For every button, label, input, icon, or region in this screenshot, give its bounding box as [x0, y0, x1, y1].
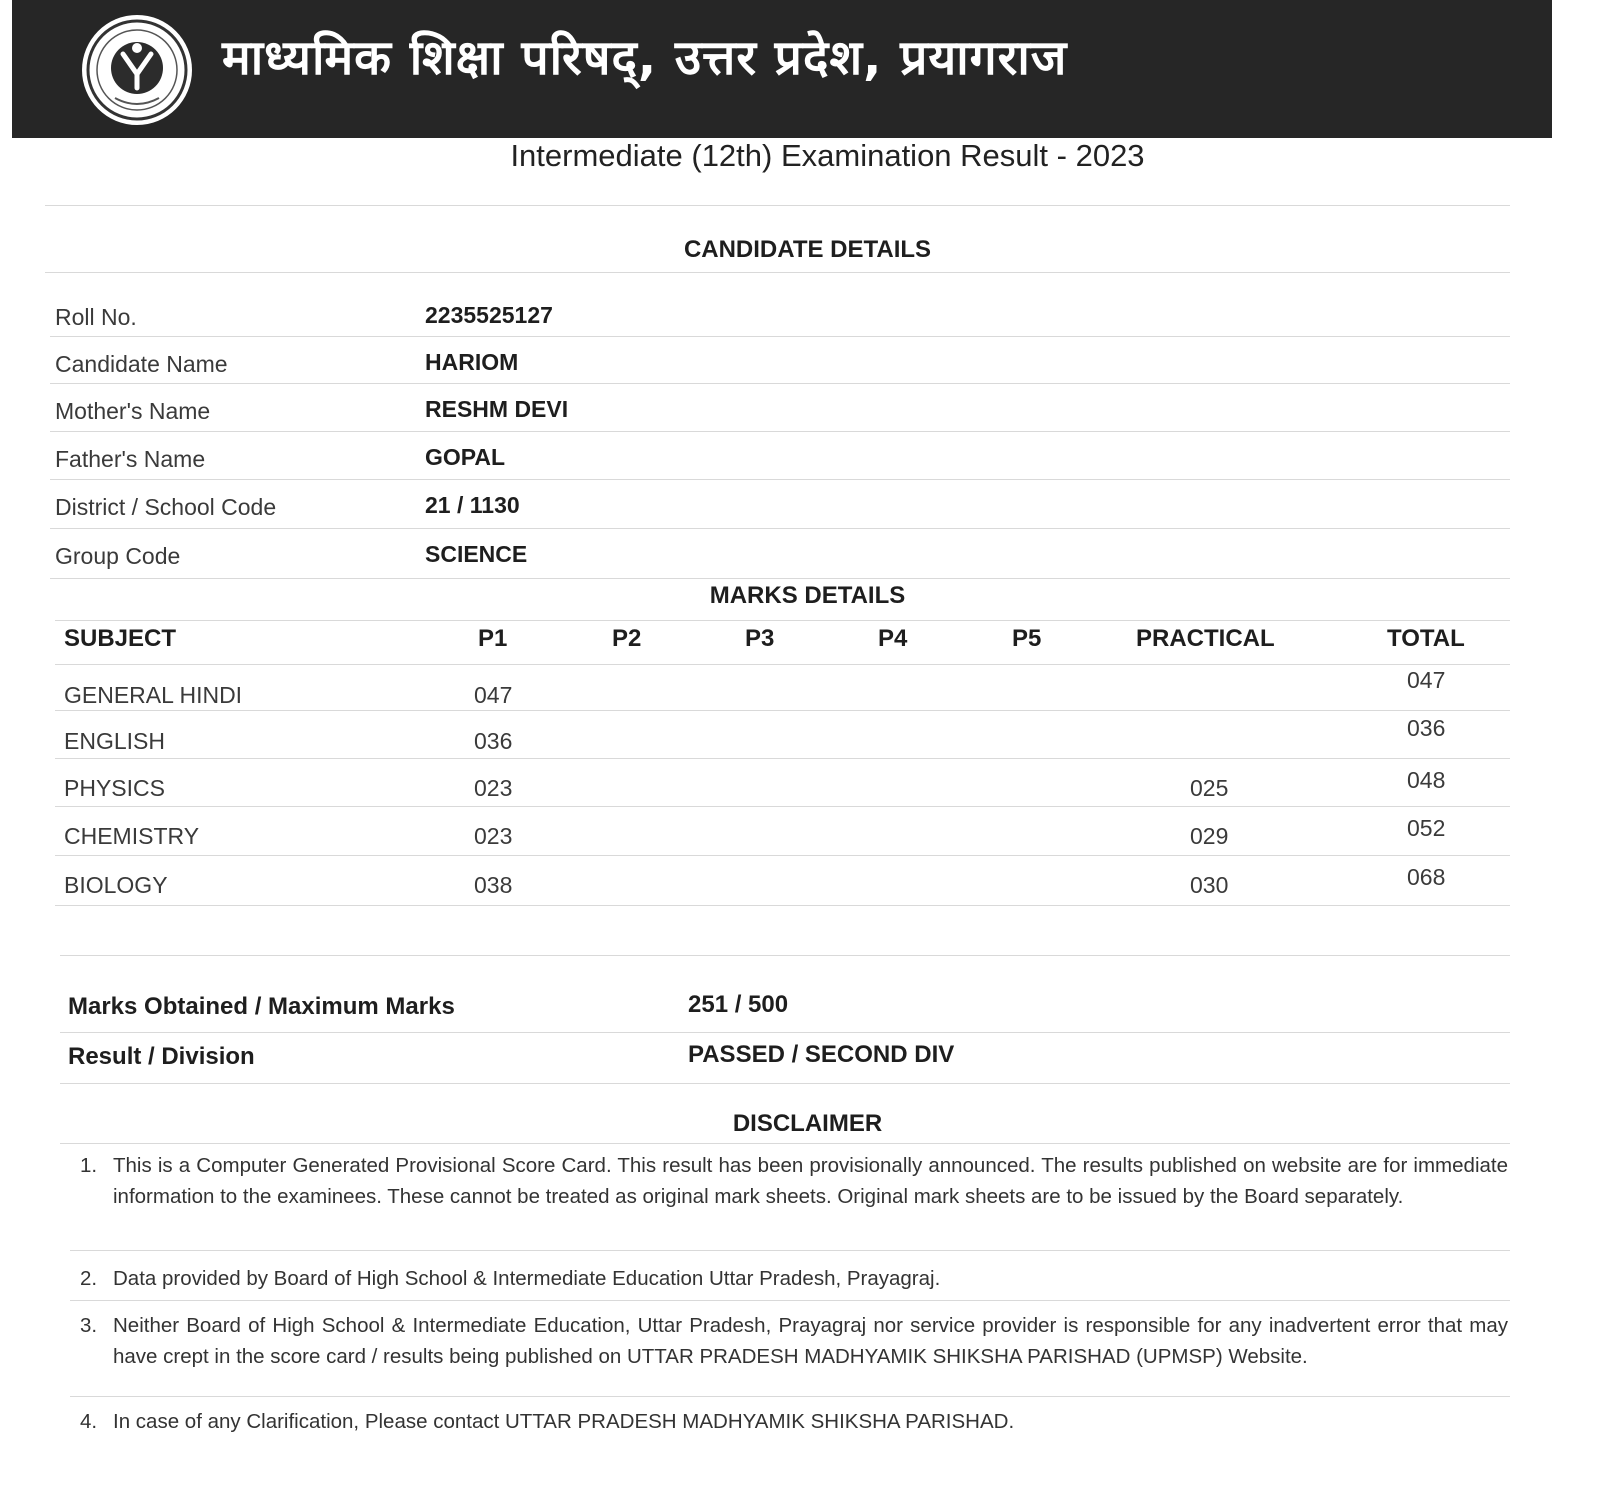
district-school-code-value: 21 / 1130 [425, 492, 520, 518]
practical-cell: 030 [1190, 872, 1229, 898]
divider [55, 806, 1510, 807]
roll-number-value: 2235525127 [425, 302, 553, 328]
practical-cell: 025 [1190, 775, 1229, 801]
p1-cell: 023 [474, 775, 513, 801]
divider [55, 905, 1510, 906]
exam-title: Intermediate (12th) Examination Result - 2023 [510, 138, 1145, 173]
col-total: TOTAL [1387, 625, 1465, 652]
marks-obtained-value: 251 / 500 [688, 991, 789, 1018]
total-cell: 047 [1407, 667, 1446, 693]
group-code-row [55, 535, 1535, 581]
divider [70, 1250, 1510, 1251]
table-row [62, 862, 1502, 910]
table-row [62, 813, 1502, 861]
col-p1: P1 [478, 625, 508, 652]
roll-number-label: Roll No. [55, 304, 137, 330]
p1-cell: 023 [474, 823, 513, 849]
divider [45, 272, 1510, 273]
subject-cell: PHYSICS [64, 775, 165, 801]
divider [55, 710, 1510, 711]
marks-obtained-row [68, 985, 1508, 1031]
disclaimer-heading: DISCLAIMER [732, 1110, 883, 1137]
p1-cell: 038 [474, 872, 513, 898]
district-school-code-label: District / School Code [55, 494, 277, 520]
father-name-label: Father's Name [55, 446, 206, 472]
divider [70, 1396, 1510, 1397]
marks-obtained-label: Marks Obtained / Maximum Marks [68, 993, 455, 1020]
total-cell: 052 [1407, 815, 1446, 841]
col-subject: SUBJECT [64, 625, 177, 652]
col-p4: P4 [878, 625, 908, 652]
p1-cell: 047 [474, 682, 513, 708]
practical-cell: 029 [1190, 823, 1229, 849]
col-practical: PRACTICAL [1136, 625, 1275, 652]
candidate-name-label: Candidate Name [55, 351, 228, 377]
result-page: माध्यमिक शिक्षा परिषद्, उत्तर प्रदेश, प्रयागराज Intermediate (12th) Examination Result - 2023 CANDIDATE DETAILS Roll No. 2235525127 Candidate Name HARIOM Mother's Name RESHM DEVI Father's Name GOPAL District / School Code 21 / 1130 Group Code SCIENCE MARKS DETAILS SUBJECT P1 P2 P3 P4 P5 PRACTICAL TOTAL GENERAL HINDI 047 047 ENGLISH 036 036 PHYSICS 023 025 048 CHEMISTRY 023 029 052 BIOLOGY 038 030 068 Marks Obtained / Maximum Marks 251 / 500 Result / Division PASSED / SECOND DIV DISCLAIMER 1. This is a Computer Generated Provisional Score Card. This result has been provisionally announced. The results published on website are for immediate information to the examinees. These cannot be treated as original mark sheets. Original mark sheets are to be issued by the Board separately. 2. Data provided by Board of High School & Intermediate Education Uttar Pradesh, Prayagraj. 3. Neither Board of High School & Intermediate Education, Uttar Pradesh, Prayagraj nor service provider is responsible for any inadvertent error that may have crept in the score card / results being published on UTTAR PRADESH MADHYAMIK SHIKSHA PARISHAD (UPMSP) Website. 4. In case of any Clarification, Please contact UTTAR PRADESH MADHYAMIK SHIKSHA PARISHAD. [0, 0, 1615, 1488]
mother-name-value: RESHM DEVI [425, 396, 569, 422]
father-name-row [55, 438, 1535, 484]
marks-table-header [62, 615, 1502, 661]
candidate-details-heading: CANDIDATE DETAILS [683, 236, 932, 263]
p1-cell: 036 [474, 728, 513, 754]
candidate-name-value: HARIOM [425, 349, 519, 375]
district-school-code-row [55, 486, 1535, 532]
divider [50, 383, 1510, 384]
board-title: माध्यमिक शिक्षा परिषद्, उत्तर प्रदेश, प्रयागराज [222, 30, 1068, 86]
header-band [12, 0, 1552, 138]
subject-cell: CHEMISTRY [64, 823, 200, 849]
divider [60, 1032, 1510, 1033]
col-p3: P3 [745, 625, 775, 652]
divider [50, 578, 1510, 579]
divider [60, 1143, 1510, 1144]
divider [50, 528, 1510, 529]
divider [55, 664, 1510, 665]
group-code-label: Group Code [55, 543, 181, 569]
subject-cell: GENERAL HINDI [64, 682, 243, 708]
col-p2: P2 [612, 625, 642, 652]
divider [70, 1300, 1510, 1301]
mother-name-row [55, 390, 1535, 436]
upmsp-emblem-icon [82, 15, 192, 125]
divider [45, 205, 1510, 206]
father-name-value: GOPAL [425, 444, 506, 470]
divider [55, 758, 1510, 759]
divider [50, 479, 1510, 480]
subject-cell: ENGLISH [64, 728, 165, 754]
mother-name-label: Mother's Name [55, 398, 211, 424]
divider [50, 431, 1510, 432]
result-division-value: PASSED / SECOND DIV [688, 1041, 955, 1068]
marks-details-heading: MARKS DETAILS [709, 582, 906, 609]
divider [55, 855, 1510, 856]
col-p5: P5 [1012, 625, 1042, 652]
group-code-value: SCIENCE [425, 541, 528, 567]
divider [50, 336, 1510, 337]
total-cell: 036 [1407, 715, 1446, 741]
divider [60, 955, 1510, 956]
total-cell: 048 [1407, 767, 1446, 793]
subject-cell: BIOLOGY [64, 872, 168, 898]
table-row [62, 667, 1502, 720]
total-cell: 068 [1407, 864, 1446, 890]
divider [60, 1083, 1510, 1084]
result-division-row [68, 1035, 1508, 1081]
result-division-label: Result / Division [68, 1043, 255, 1070]
